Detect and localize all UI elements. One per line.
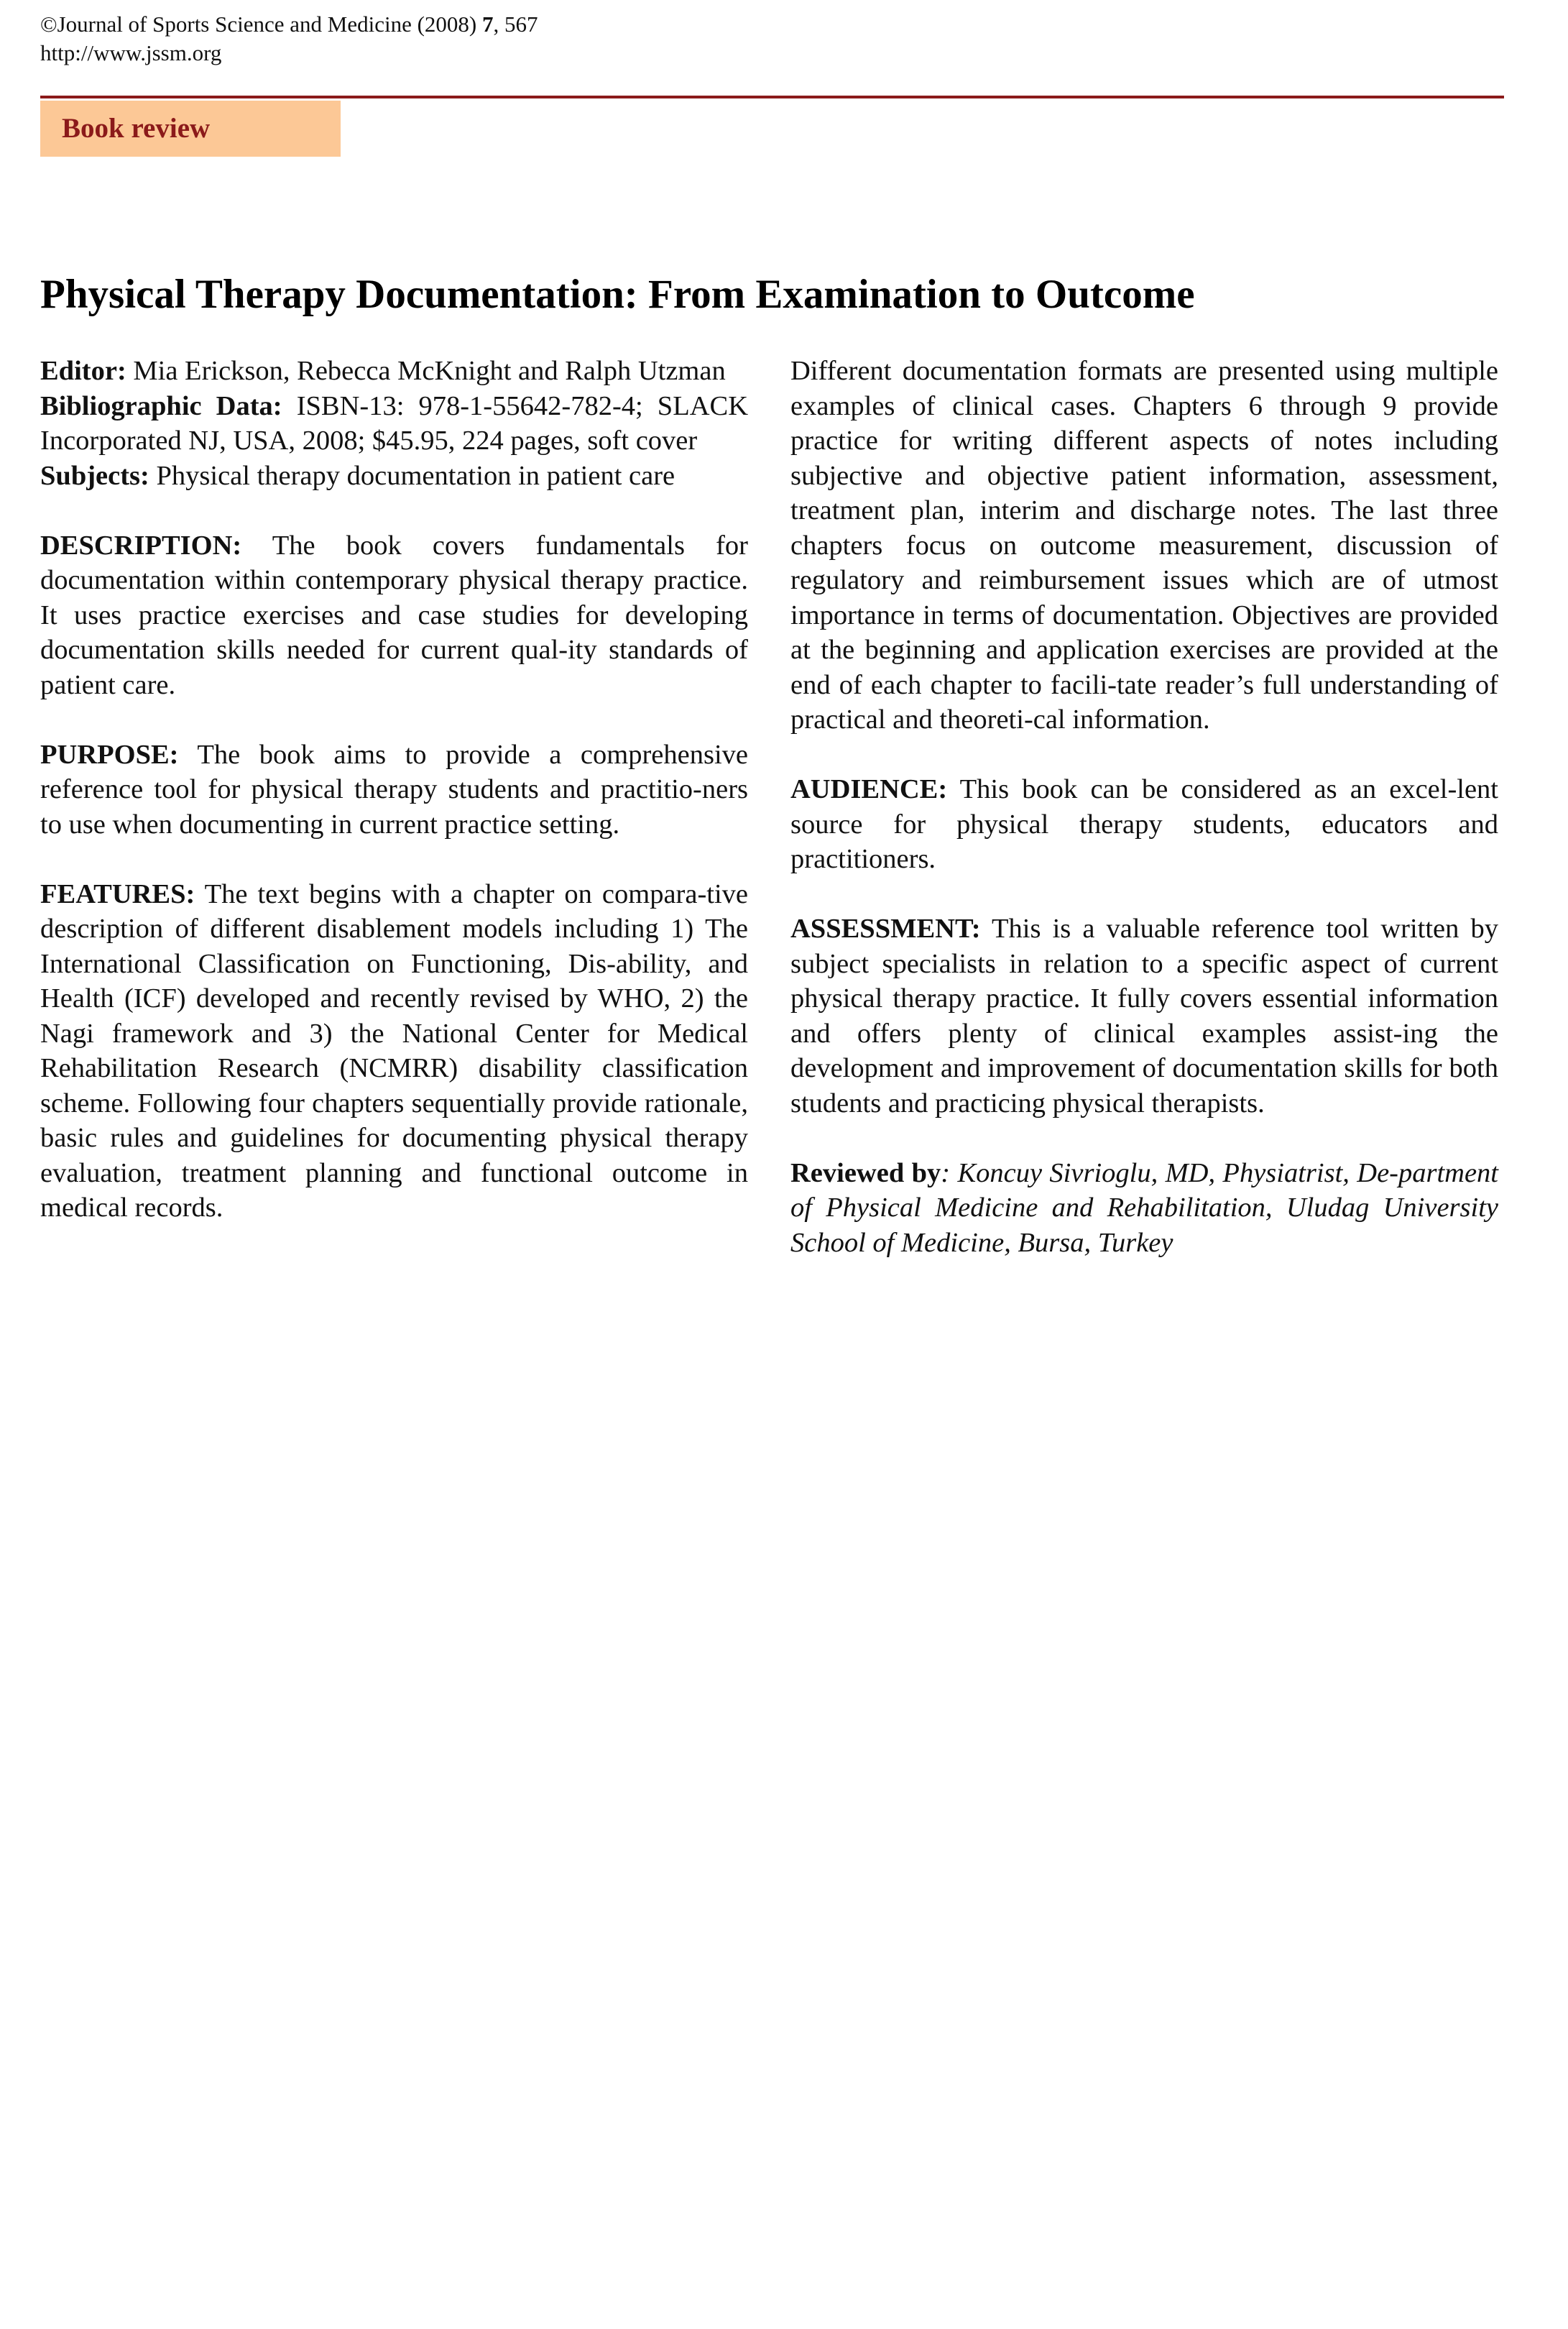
features-text: The text begins with a chapter on compara-tive description of different disablement models including 1) The International Classification on Functioning, Dis-ability, and Health (ICF) developed and recently revised by WHO, 2) the Nagi framework and 3) the National Center for Medical Rehabilitation Research (NCMRR) disability classification scheme. Following four chapters sequentially provide rationale, basic rules and guidelines for documenting physical therapy evaluation, treatment planning and functional outcome in medical records. [40,878,748,1223]
section-tag: Book review [40,101,341,157]
description-label: DESCRIPTION: [40,530,242,561]
audience-label: AUDIENCE: [790,774,948,804]
editor-text: Mia Erickson, Rebecca McKnight and Ralph Utzman [126,356,726,386]
description-text: The book covers fundamentals for documentation within contemporary physical therapy practice. It uses practice exercises and case studies for developing documentation skills needed for current qual-ity standards of patient care. [40,530,748,700]
right-column [790,354,1498,1295]
bibliographic-line [40,389,748,459]
purpose-paragraph [40,738,748,842]
journal-volume: 7 [482,12,494,37]
purpose-text: The book aims to provide a comprehensive reference tool for physical therapy students and practitio-ners to use when documenting in current practice setting. [40,739,748,840]
left-column [40,354,748,1260]
editor-line [40,354,748,389]
assessment-text: This is a valuable reference tool written by subject specialists in relation to a specific aspect of current physical therapy practice. It fully covers essential information and offers plenty of clinical examples assist-ing the development and improvement of documentation skills for both students and practicing physical therapists. [790,914,1498,1118]
description-paragraph [40,528,748,703]
features-continued-paragraph: Different documentation formats are presented using multiple examples of clinical cases. Chapters 6 through 9 provide practice for writing different aspects of notes including subjective and objective patient information, assessment, treatment plan, interim and discharge notes. The last three chapters focus on outcome measurement, discussion of regulatory and reimbursement issues which are of utmost importance in terms of documentation. Objectives are provided at the beginning and application exercises are provided at the end of each chapter to facili-tate reader’s full understanding of practical and theoreti-cal information. [790,356,1498,735]
reviewer-text: : Koncuy Sivrioglu, MD, Physiatrist, De-partment of Physical Medicine and Rehabilitation, Uludag University School of Medicine, Bursa, Turkey [790,1157,1498,1258]
audience-text: This book can be considered as an excel-lent source for physical therapy students, educators and practitioners. [790,774,1498,874]
bibliographic-text: ISBN-13: 978-1-55642-782-4; SLACK Incorporated NJ, USA, 2008; $45.95, 224 pages, soft cover [40,390,748,456]
assessment-paragraph [790,911,1498,1121]
reviewer-paragraph [790,1156,1498,1261]
journal-name: ©Journal of Sports Science and Medicine (2008) [40,12,482,37]
assessment-label: ASSESSMENT: [790,914,981,944]
purpose-label: PURPOSE: [40,739,179,770]
bibliographic-label: Bibliographic Data: [40,390,282,421]
running-head [40,10,538,68]
audience-paragraph [790,772,1498,877]
journal-pages: , 567 [493,12,538,37]
header-divider [40,96,1504,98]
subjects-line [40,459,748,494]
subjects-text: Physical therapy documentation in patient care [149,460,675,491]
features-paragraph [40,877,748,1226]
journal-url[interactable]: http://www.jssm.org [40,40,222,65]
article-title: Physical Therapy Documentation: From Examination to Outcome [40,272,1195,317]
journal-citation [40,10,538,39]
subjects-label: Subjects: [40,460,149,491]
editor-label: Editor: [40,356,126,386]
reviewer-label: Reviewed by [790,1157,941,1188]
features-label: FEATURES: [40,878,195,909]
